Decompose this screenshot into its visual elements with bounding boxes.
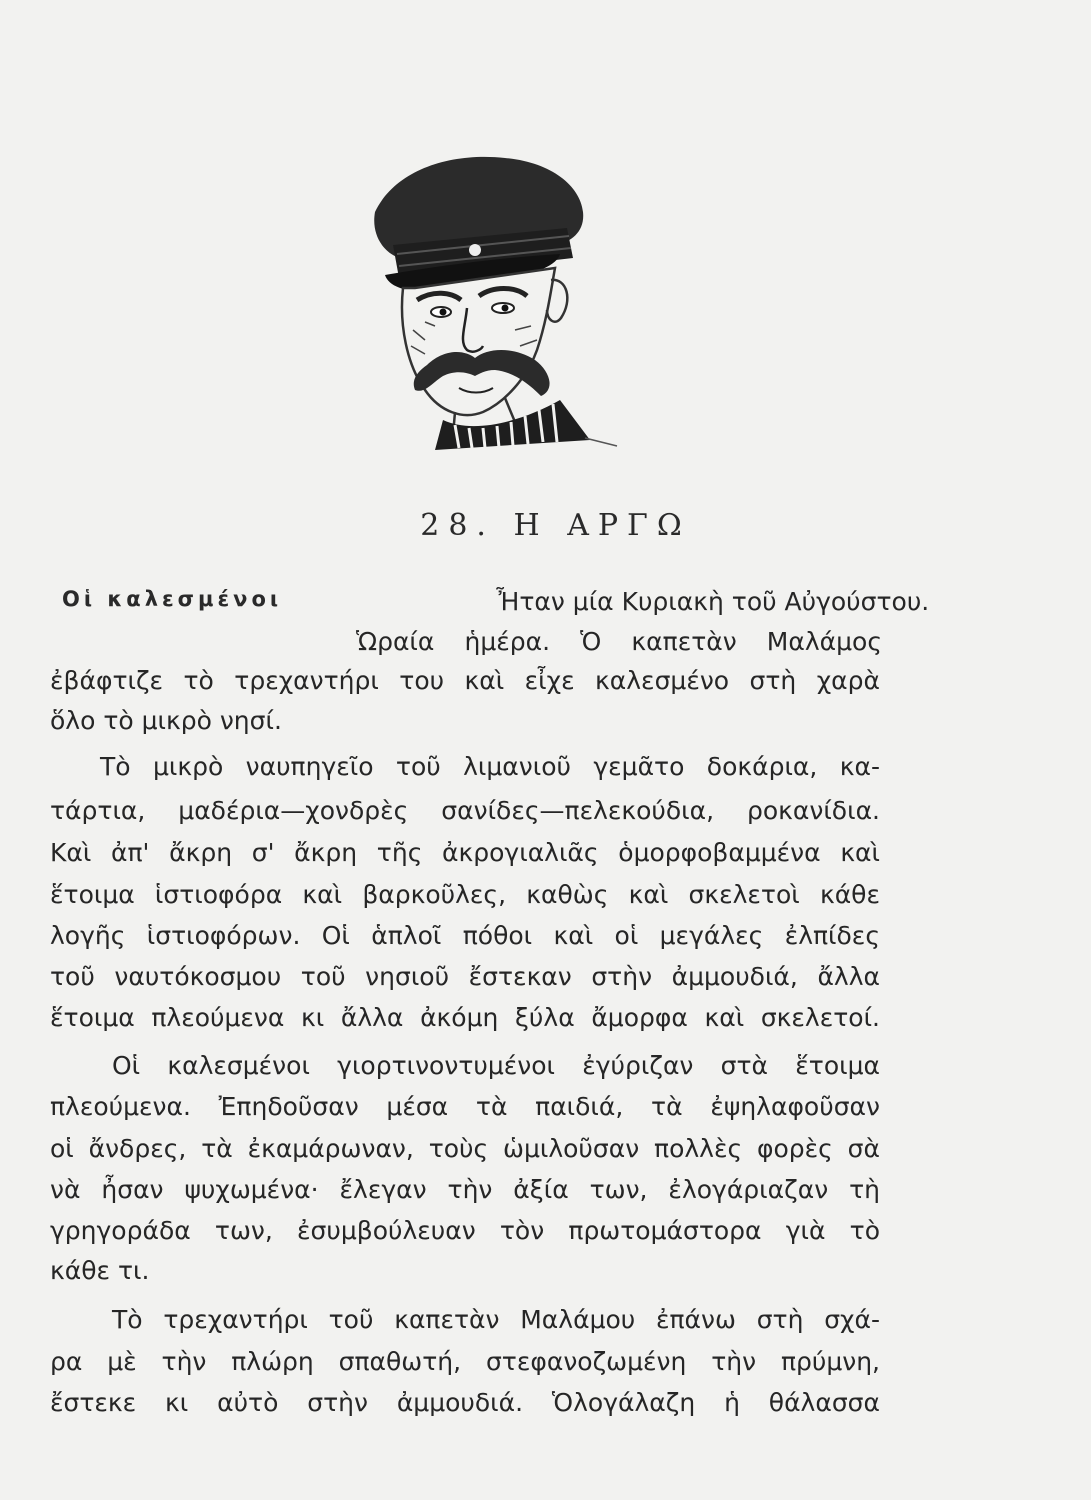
sea-captain-portrait-icon <box>355 150 620 455</box>
text-line: ρα μὲ τὴν πλώρη σπαθωτή, στεφανοζωμένη τὴν πρύμνη, <box>50 1347 880 1376</box>
text-line: οἱ ἄνδρες, τὰ ἐκαμάρωναν, τοὺς ὡμιλοῦσαν πολλὲς φορὲς σὰ <box>50 1134 880 1163</box>
text-line: ἐβάφτιζε τὸ τρεχαντήρι του καὶ εἶχε καλεσμένο στὴ χαρὰ <box>50 666 880 695</box>
text-line: γρηγοράδα των, ἐσυμβούλευαν τὸν πρωτομάστορα γιὰ τὸ <box>50 1216 880 1245</box>
text-line: ὅλο τὸ μικρὸ νησί. <box>50 706 282 735</box>
chapter-title: 28. Η ΑΡΓΩ <box>420 508 691 543</box>
text-line: Ἦταν μία Κυριακὴ τοῦ Αὐγούστου. <box>496 587 930 616</box>
text-line: ἕτοιμα ἱστιοφόρα καὶ βαρκοῦλες, καθὼς καὶ σκελετοὶ κάθε <box>50 880 880 909</box>
text-line: Οἱ καλεσμένοι γιορτινοντυμένοι ἐγύριζαν στὰ ἕτοιμα <box>112 1051 880 1080</box>
text-line: Καὶ ἀπ' ἄκρη σ' ἄκρη τῆς ἀκρογιαλιᾶς ὁμορφοβαμμένα καὶ <box>50 838 880 867</box>
text-line: τάρτια, μαδέρια—χονδρὲς σανίδες—πελεκούδια, ροκανίδια. <box>50 796 880 825</box>
text-line: ἕτοιμα πλεούμενα κι ἄλλα ἀκόμη ξύλα ἄμορφα καὶ σκελετοί. <box>50 1003 880 1032</box>
text-line: Τὸ μικρὸ ναυπηγεῖο τοῦ λιμανιοῦ γεμᾶτο δοκάρια, κα- <box>100 752 880 781</box>
text-line: κάθε τι. <box>50 1256 150 1285</box>
text-line: τοῦ ναυτόκοσμου τοῦ νησιοῦ ἔστεκαν στὴν ἀμμουδιά, ἄλλα <box>50 962 880 991</box>
text-line: πλεούμενα. Ἐπηδοῦσαν μέσα τὰ παιδιά, τὰ ἐψηλαφοῦσαν <box>50 1092 880 1121</box>
margin-sidenote: Οἱ καλεσμένοι <box>62 587 283 611</box>
text-line: νὰ ἦσαν ψυχωμένα· ἔλεγαν τὴν ἀξία των, ἐλογάριαζαν τὴ <box>50 1175 880 1204</box>
text-line: λογῆς ἱστιοφόρων. Οἱ ἁπλοῖ πόθοι καὶ οἱ μεγάλες ἐλπίδες <box>50 921 880 950</box>
text-line: Ὡραία ἡμέρα. Ὁ καπετὰν Μαλάμος <box>356 627 882 656</box>
text-line: ἔστεκε κι αὐτὸ στὴν ἀμμουδιά. Ὁλογάλαζη ἡ θάλασσα <box>50 1388 880 1417</box>
text-line: Τὸ τρεχαντήρι τοῦ καπετὰν Μαλάμου ἐπάνω στὴ σχά- <box>112 1305 880 1334</box>
